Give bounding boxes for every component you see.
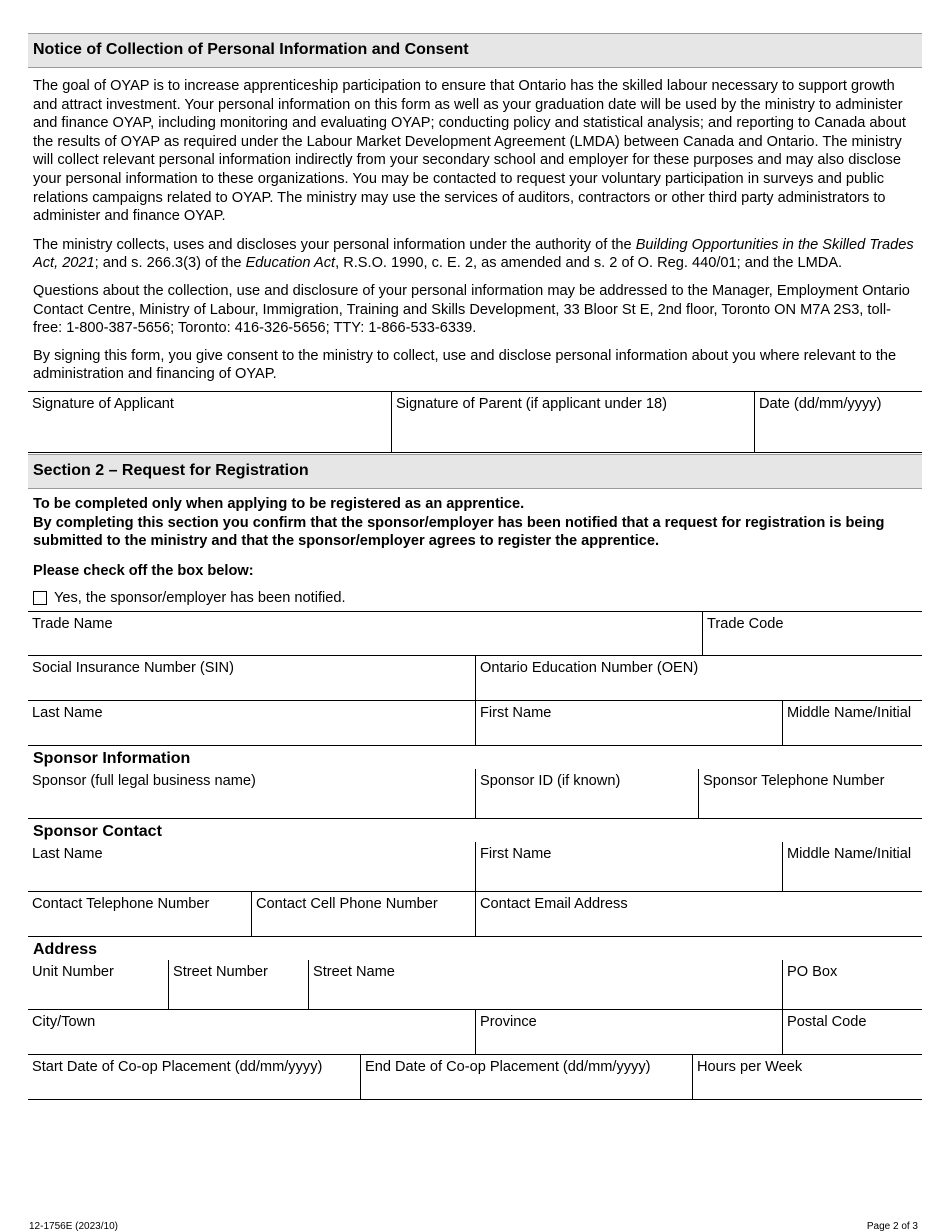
sponsor-phone-label: Sponsor Telephone Number [703, 773, 885, 790]
signature-date-field[interactable] [754, 392, 922, 452]
signature-row [28, 391, 922, 453]
contact-name-row [28, 842, 922, 892]
signature-parent-label: Signature of Parent (if applicant under 18) [396, 395, 667, 412]
end-date-field[interactable] [360, 1055, 692, 1099]
contact-cell-field[interactable] [251, 892, 475, 936]
contact-phone-field[interactable] [28, 892, 251, 936]
contact-last-name-field[interactable] [28, 842, 475, 891]
signature-applicant-field[interactable] [28, 392, 391, 452]
notice-paragraph-consent: By signing this form, you give consent to the ministry to collect, use and disclose personal information about you where relevant to the administration and financing of OYAP. [33, 347, 897, 383]
street-name-field[interactable] [308, 960, 782, 1009]
city-label: City/Town [32, 1014, 96, 1031]
contact-first-name-label: First Name [480, 846, 552, 863]
trade-row [28, 611, 922, 656]
applicant-middle-name-field[interactable] [782, 701, 922, 745]
street-number-field[interactable] [168, 960, 308, 1009]
contact-first-name-field[interactable] [475, 842, 782, 891]
sponsor-phone-field[interactable] [698, 769, 922, 818]
signature-date-label: Date (dd/mm/yyyy) [759, 395, 882, 412]
sponsor-contact-heading: Sponsor Contact [33, 823, 162, 841]
sponsor-row [28, 769, 922, 819]
province-field[interactable] [475, 1010, 782, 1054]
section2-instruction-2: By completing this section you confirm that the sponsor/employer has been notified that a request for registration is being submitted to the ministry and that the sponsor/employer agrees to register the apprentice. [33, 514, 885, 550]
city-field[interactable] [28, 1010, 475, 1054]
placement-row [28, 1055, 922, 1100]
section2-heading: Section 2 – Request for Registration [28, 454, 922, 489]
applicant-last-name-field[interactable] [28, 701, 475, 745]
street-name-label: Street Name [313, 964, 395, 981]
trade-code-field[interactable] [702, 612, 922, 655]
page-number: Page 2 of 3 [866, 1221, 918, 1232]
contact-cell-label: Contact Cell Phone Number [256, 896, 438, 913]
form-id: 12-1756E (2023/10) [29, 1221, 118, 1232]
applicant-first-name-label: First Name [480, 705, 552, 722]
notice-heading: Notice of Collection of Personal Information and Consent [28, 33, 922, 68]
trade-code-label: Trade Code [707, 616, 784, 633]
notice-paragraph-authority: The ministry collects, uses and discloses your personal information under the authority of the Building Opportunities in the Skilled Trades Act, 2021; and s. 266.3(3) of the Education Act, R.S.O. 1990, c. E. 2, as amended and s. 2 of O. Reg. 440/01; and the LMDA. [33, 236, 914, 272]
address-street-row [28, 960, 922, 1010]
applicant-middle-name-label: Middle Name/Initial [787, 705, 912, 722]
section2-instruction-1: To be completed only when applying to be registered as an apprentice. [33, 495, 525, 512]
applicant-first-name-field[interactable] [475, 701, 782, 745]
notice-paragraph-purpose: The goal of OYAP is to increase apprenticeship participation to ensure that Ontario has the skilled labour necessary to support growth and attract investment. Your personal information on this form as well as your graduation date will be used by the ministry to administer and finance OYAP, including monitoring and evaluating OYAP; conducting policy and statistical analysis; and reporting to Canada about the results of OYAP as required under the Labour Market Development Agreement (LMDA) between Canada and Ontario. The ministry will collect relevant personal information indirectly from your secondary school and employer for these purposes and may also disclose your personal information to these organizations. You may be contacted to request your voluntary participation in surveys and public relations campaigns related to OYAP. The ministry may use the services of auditors, contractors or other third party administrators to administer and finance OYAP. [33, 78, 906, 225]
trade-name-label: Trade Name [32, 616, 113, 633]
contact-middle-name-field[interactable] [782, 842, 922, 891]
applicant-name-row [28, 701, 922, 746]
hours-per-week-label: Hours per Week [697, 1059, 803, 1076]
sponsor-id-field[interactable] [475, 769, 698, 818]
postal-code-field[interactable] [782, 1010, 922, 1054]
contact-email-label: Contact Email Address [480, 896, 628, 913]
postal-code-label: Postal Code [787, 1014, 867, 1031]
identifier-row [28, 656, 922, 701]
hours-per-week-field[interactable] [692, 1055, 922, 1099]
address-city-row [28, 1010, 922, 1055]
sponsor-name-label: Sponsor (full legal business name) [32, 773, 256, 790]
sponsor-id-label: Sponsor ID (if known) [480, 773, 621, 790]
form-page [28, 33, 922, 1100]
end-date-label: End Date of Co-op Placement (dd/mm/yyyy) [365, 1059, 651, 1076]
signature-applicant-label: Signature of Applicant [32, 395, 174, 412]
po-box-field[interactable] [782, 960, 922, 1009]
province-label: Province [480, 1014, 537, 1031]
sponsor-notified-label: Yes, the sponsor/employer has been notified. [54, 590, 346, 607]
notice-paragraph-questions: Questions about the collection, use and disclosure of your personal information may be addressed to the Manager, Employment Ontario Contact Centre, Ministry of Labour, Immigration, Training and Skills Development, 33 Bloor St E, 2nd floor, Toronto ON M7A 2S3, toll-free: 1-800-387-5656; Toronto: 416-326-5656; TTY: 1-866-533-6339. [33, 282, 910, 337]
sin-field[interactable] [28, 656, 475, 700]
sponsor-name-field[interactable] [28, 769, 475, 818]
sponsor-notified-checkbox[interactable] [33, 591, 47, 605]
sponsor-notified-checkbox-row[interactable] [28, 587, 922, 609]
contact-email-field[interactable] [475, 892, 922, 936]
contact-phone-label: Contact Telephone Number [32, 896, 210, 913]
unit-number-label: Unit Number [32, 964, 114, 981]
check-prompt: Please check off the box below: [33, 562, 254, 579]
address-heading: Address [33, 941, 98, 959]
sin-label: Social Insurance Number (SIN) [32, 660, 234, 677]
oen-field[interactable] [475, 656, 922, 700]
applicant-last-name-label: Last Name [32, 705, 103, 722]
contact-middle-name-label: Middle Name/Initial [787, 846, 912, 863]
start-date-field[interactable] [28, 1055, 360, 1099]
signature-parent-field[interactable] [391, 392, 754, 452]
trade-name-field[interactable] [28, 612, 702, 655]
unit-number-field[interactable] [28, 960, 168, 1009]
sponsor-information-heading: Sponsor Information [33, 750, 191, 768]
oen-label: Ontario Education Number (OEN) [480, 660, 699, 677]
contact-last-name-label: Last Name [32, 846, 103, 863]
start-date-label: Start Date of Co-op Placement (dd/mm/yyyy) [32, 1059, 323, 1076]
contact-phone-row [28, 892, 922, 937]
po-box-label: PO Box [787, 964, 838, 981]
street-number-label: Street Number [173, 964, 268, 981]
